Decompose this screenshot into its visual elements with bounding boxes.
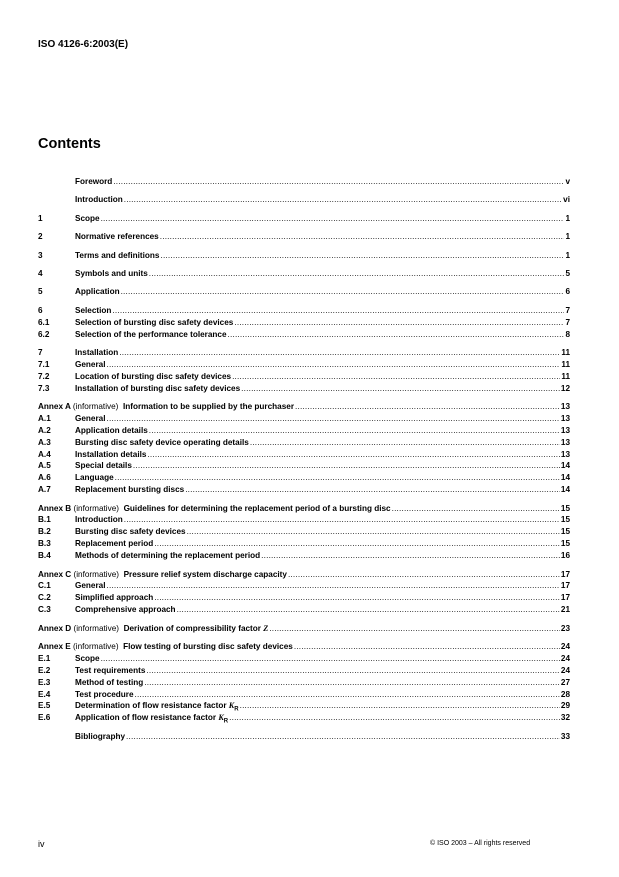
toc-entry-label (75, 449, 146, 461)
toc-entry-page: 14 (560, 461, 570, 471)
toc-leader-dots (124, 514, 560, 526)
toc-entry[interactable] (38, 213, 570, 225)
toc-entry-label (75, 689, 134, 701)
toc-entry-page: 8 (565, 329, 570, 339)
toc-entry-label (75, 347, 118, 359)
annex-informative: (informative) (73, 569, 119, 579)
toc-entry-title: Application details (75, 425, 148, 435)
toc-entry-label (75, 286, 120, 298)
toc-entry-page: 29 (560, 701, 570, 711)
toc-entry-page: 7 (565, 305, 570, 315)
toc-entry-number: C.2 (38, 593, 51, 603)
toc-entry-number: C.3 (38, 605, 51, 615)
toc-entry-page: 12 (560, 383, 570, 393)
toc-entry-title: Introduction (75, 195, 123, 205)
copyright-notice: © ISO 2003 – All rights reserved (430, 840, 531, 847)
toc-entry[interactable] (38, 689, 570, 701)
toc-entry[interactable] (38, 623, 570, 635)
toc-leader-dots (113, 176, 564, 188)
toc-entry-page: 24 (560, 665, 570, 675)
toc-entry-page: vi (563, 195, 570, 205)
toc-entry-label (75, 731, 125, 743)
toc-entry-page: 13 (560, 413, 570, 423)
toc-entry-title: Application of flow resistance factor (75, 713, 217, 723)
toc-entry-page: 17 (560, 581, 570, 591)
toc-entry-title: Derivation of compressibility factor (123, 623, 261, 633)
toc-entry-page: 13 (560, 449, 570, 459)
toc-entry-page: 5 (565, 268, 570, 278)
toc-entry-title: Determination of flow resistance factor (75, 701, 227, 711)
toc-entry-title: Test procedure (75, 689, 134, 699)
toc-leader-dots (119, 347, 560, 359)
toc-entry-number: 7.3 (38, 383, 50, 393)
toc-entry-number: E.2 (38, 665, 51, 675)
toc-entry-title: Foreword (75, 177, 113, 186)
toc-entry-label (75, 460, 132, 472)
toc-entry-title: Comprehensive approach (75, 605, 176, 615)
toc-entry-label (75, 653, 100, 665)
toc-entry-label (75, 231, 159, 243)
toc-entry[interactable] (38, 437, 570, 449)
toc-entry-number: A.3 (38, 437, 51, 447)
toc-entry-title: Application (75, 287, 120, 297)
toc-entry-title: Bibliography (75, 731, 126, 741)
toc-entry-label (75, 250, 159, 262)
toc-entry[interactable] (38, 712, 570, 724)
toc-entry-number: 6.1 (38, 317, 50, 327)
toc-entry-label (75, 176, 112, 188)
toc-entry-number: B.4 (38, 551, 51, 561)
toc-entry-label (75, 550, 260, 562)
toc-entry-number: 6.2 (38, 329, 50, 339)
toc-entry-page: v (565, 177, 570, 186)
toc-entry-page: 14 (560, 485, 570, 495)
toc-leader-dots (144, 677, 560, 689)
toc-entry[interactable] (38, 526, 570, 538)
toc-entry-title: Scope (75, 213, 100, 223)
toc-entry[interactable] (38, 286, 570, 298)
toc-leader-dots (154, 592, 560, 604)
toc-entry[interactable] (38, 569, 570, 581)
toc-entry-number: 4 (38, 268, 43, 278)
toc-entry-page: 15 (560, 527, 570, 537)
annex-label: Annex D (38, 623, 72, 633)
toc-leader-dots (126, 731, 560, 743)
toc-entry-page: 33 (560, 731, 570, 741)
toc-entry[interactable] (38, 514, 570, 526)
toc-leader-dots (228, 329, 565, 341)
toc-entry-title: Flow testing of bursting disc safety devices (123, 642, 293, 651)
toc-entry[interactable] (38, 401, 570, 413)
toc-entry-title: Normative references (75, 232, 159, 242)
annex-informative: (informative) (72, 401, 119, 411)
toc-entry-label (75, 514, 123, 526)
toc-entry[interactable] (38, 472, 570, 484)
toc-entry-title: Installation of bursting disc safety devices (75, 383, 241, 393)
toc-entry[interactable] (38, 305, 570, 317)
toc-entry-label (75, 712, 228, 729)
toc-entry-title: General (75, 359, 106, 369)
toc-entry[interactable] (38, 604, 570, 616)
toc-entry-page: 11 (561, 371, 570, 381)
toc-leader-dots (101, 653, 560, 665)
toc-leader-dots (154, 538, 560, 550)
annex-label: Annex E (38, 642, 71, 651)
toc-entry-label (75, 526, 186, 538)
toc-entry-label (75, 677, 143, 689)
toc-entry-number: B.3 (38, 539, 51, 549)
toc-entry-page: 24 (560, 653, 570, 663)
toc-entry-label (38, 503, 391, 515)
toc-entry[interactable] (38, 538, 570, 550)
toc-entry-label (75, 329, 227, 341)
toc-leader-dots (160, 231, 565, 243)
math-subscript: R (223, 718, 229, 725)
toc-entry-page: 1 (565, 250, 570, 260)
document-header: ISO 4126-6:2003(E) (38, 39, 129, 50)
toc-entry-number: 7.1 (38, 359, 50, 369)
toc-entry[interactable] (38, 700, 570, 712)
toc-entry-title: Methods of determining the replacement period (75, 551, 261, 561)
toc-entry-page: 15 (560, 539, 570, 549)
annex-label: Annex A (38, 401, 71, 411)
annex-informative: (informative) (73, 642, 119, 651)
toc-entry[interactable] (38, 653, 570, 665)
toc-entry-label (75, 268, 148, 280)
toc-entry-label (38, 623, 268, 635)
toc-leader-dots (149, 268, 565, 280)
toc-entry-page: 15 (560, 503, 570, 513)
math-subscript: R (234, 707, 239, 714)
toc-entry-number: A.4 (38, 449, 51, 459)
toc-entry-title: Replacement period (75, 539, 154, 549)
toc-leader-dots (121, 286, 565, 298)
toc-entry-title: Terms and definitions (75, 250, 160, 260)
toc-entry-page: 14 (560, 473, 570, 483)
toc-entry-page: 17 (560, 593, 570, 603)
toc-entry-page: 7 (565, 317, 570, 327)
toc-entry-page: 23 (560, 623, 570, 633)
toc-entry-title: Installation details (75, 449, 147, 459)
toc-leader-dots (107, 359, 561, 371)
toc-entry-title: Method of testing (75, 677, 144, 687)
toc-entry[interactable] (38, 503, 570, 515)
toc-entry-number: 7.2 (38, 371, 50, 381)
toc-entry-label (75, 425, 148, 437)
toc-entry-page: 27 (560, 677, 570, 687)
toc-entry[interactable] (38, 250, 570, 262)
toc-entry-number: E.3 (38, 677, 51, 687)
toc-leader-dots (146, 665, 560, 677)
toc-entry[interactable] (38, 550, 570, 562)
toc-leader-dots (294, 641, 560, 653)
toc-entry-number: E.1 (38, 653, 51, 663)
toc-entry-title: Selection of bursting disc safety devices (75, 317, 234, 327)
toc-leader-dots (241, 383, 560, 395)
toc-entry-title: Introduction (75, 515, 123, 525)
toc-entry-number: A.1 (38, 413, 51, 423)
toc-entry-number: E.6 (38, 713, 51, 723)
toc-entry-label (75, 194, 123, 206)
toc-entry[interactable] (38, 268, 570, 280)
toc-leader-dots (149, 425, 560, 437)
toc-entry-page: 16 (560, 551, 570, 561)
toc-entry-label (75, 305, 111, 317)
toc-entry-number: A.7 (38, 485, 51, 495)
toc-entry-number: B.1 (38, 515, 51, 525)
toc-entry-label (75, 665, 145, 677)
toc-entry-label (38, 569, 287, 581)
toc-entry-page: 24 (560, 642, 570, 651)
toc-entry[interactable] (38, 665, 570, 677)
toc-entry[interactable] (38, 460, 570, 472)
toc-entry-page: 17 (560, 569, 570, 579)
toc-entry-label (75, 538, 153, 550)
toc-entry[interactable] (38, 329, 570, 341)
math-symbol: Z (263, 623, 269, 633)
toc-entry-label (75, 580, 106, 592)
toc-leader-dots (185, 484, 560, 496)
toc-entry[interactable] (38, 484, 570, 496)
toc-leader-dots (250, 437, 560, 449)
toc-entry-title: Replacement bursting discs (75, 485, 185, 495)
toc-entry-title: General (75, 581, 106, 591)
toc-leader-dots (261, 550, 560, 562)
toc-entry-page: 1 (565, 213, 570, 223)
toc-entry-label (75, 604, 176, 616)
toc-entry-number: 2 (38, 232, 43, 242)
toc-entry-title: Simplified approach (75, 593, 154, 603)
toc-entry[interactable] (38, 176, 570, 188)
toc-entry-label (75, 371, 231, 383)
table-of-contents (38, 176, 570, 743)
toc-entry[interactable] (38, 580, 570, 592)
toc-entry-title: General (75, 413, 106, 423)
math-symbol: K (218, 713, 224, 723)
toc-leader-dots (177, 604, 560, 616)
toc-leader-dots (269, 623, 560, 635)
toc-entry-page: 15 (560, 515, 570, 525)
toc-entry-number: 6 (38, 305, 43, 315)
annex-informative: (informative) (73, 503, 119, 513)
toc-entry-title: Scope (75, 653, 100, 663)
toc-entry-label (75, 213, 100, 225)
annex-informative: (informative) (73, 623, 119, 633)
toc-entry-page: 1 (565, 232, 570, 242)
toc-entry-number: A.5 (38, 461, 51, 471)
toc-leader-dots (135, 689, 560, 701)
toc-entry-label (75, 472, 114, 484)
toc-entry-number: E.4 (38, 689, 51, 699)
toc-entry-number: B.2 (38, 527, 51, 537)
toc-leader-dots (115, 472, 560, 484)
toc-leader-dots (112, 305, 564, 317)
toc-entry-page: 32 (560, 713, 570, 723)
toc-entry[interactable] (38, 383, 570, 395)
toc-entry-number: C.1 (38, 581, 51, 591)
toc-entry[interactable] (38, 731, 570, 743)
toc-leader-dots (234, 317, 564, 329)
toc-leader-dots (133, 460, 560, 472)
page-title: Contents (38, 136, 101, 152)
toc-entry-title: Special details (75, 461, 132, 471)
toc-entry[interactable] (38, 592, 570, 604)
toc-entry-title: Language (75, 473, 114, 483)
toc-leader-dots (392, 503, 560, 515)
toc-leader-dots (107, 580, 560, 592)
toc-entry-title: Bursting disc safety device operating details (75, 437, 249, 447)
toc-entry-label (75, 437, 249, 449)
toc-entry-label (38, 401, 294, 413)
toc-entry-number: A.6 (38, 473, 51, 483)
annex-label: Annex C (38, 569, 72, 579)
toc-entry-number: E.5 (38, 701, 51, 711)
toc-leader-dots (101, 213, 565, 225)
toc-leader-dots (232, 371, 560, 383)
toc-entry-number: 3 (38, 250, 43, 260)
toc-leader-dots (147, 449, 559, 461)
toc-entry-title: Selection (75, 305, 112, 315)
toc-entry-page: 11 (561, 359, 570, 369)
toc-entry-title: Installation (75, 347, 119, 357)
toc-entry-page: 13 (560, 425, 570, 435)
toc-entry-title: Guidelines for determining the replacement period of a bursting disc (123, 503, 391, 513)
page-number: iv (38, 839, 45, 849)
toc-entry-title: Pressure relief system discharge capacity (123, 569, 287, 579)
toc-entry-page: 21 (560, 605, 570, 615)
toc-entry-page: 6 (565, 287, 570, 297)
toc-entry[interactable] (38, 413, 570, 425)
toc-entry[interactable] (38, 371, 570, 383)
toc-leader-dots (187, 526, 560, 538)
math-symbol: K (228, 701, 235, 711)
toc-entry[interactable] (38, 641, 570, 653)
toc-entry[interactable] (38, 317, 570, 329)
toc-leader-dots (229, 712, 560, 724)
toc-entry-number: 7 (38, 347, 43, 357)
toc-leader-dots (295, 401, 560, 413)
toc-entry-title: Information to be supplied by the purchaser (122, 401, 294, 411)
toc-entry-label (75, 484, 184, 496)
toc-entry-label (75, 359, 106, 371)
toc-entry-label (38, 641, 293, 653)
toc-entry[interactable] (38, 347, 570, 359)
toc-entry-title: Symbols and units (75, 268, 148, 278)
toc-entry-number: 5 (38, 287, 43, 297)
toc-entry-page: 13 (560, 401, 570, 411)
toc-entry-number: 1 (38, 213, 43, 223)
toc-entry[interactable] (38, 677, 570, 689)
toc-entry-title: Test requirements (75, 665, 146, 675)
toc-leader-dots (240, 700, 560, 712)
toc-entry-title: Bursting disc safety devices (75, 527, 186, 537)
toc-entry-page: 13 (560, 437, 570, 447)
toc-entry-label (75, 413, 106, 425)
toc-entry-page: 11 (561, 347, 570, 357)
toc-entry-label (75, 592, 153, 604)
toc-entry[interactable] (38, 425, 570, 437)
toc-leader-dots (124, 194, 562, 206)
toc-leader-dots (107, 413, 560, 425)
toc-entry-label (75, 383, 240, 395)
toc-entry[interactable] (38, 449, 570, 461)
toc-entry[interactable] (38, 231, 570, 243)
toc-leader-dots (288, 569, 560, 581)
toc-entry-title: Selection of the performance tolerance (75, 329, 227, 339)
toc-entry-title: Location of bursting disc safety devices (75, 371, 232, 381)
toc-entry[interactable] (38, 359, 570, 371)
toc-entry[interactable] (38, 194, 570, 206)
toc-entry-page: 28 (560, 689, 570, 699)
toc-leader-dots (160, 250, 564, 262)
toc-entry-number: A.2 (38, 425, 51, 435)
annex-label: Annex B (38, 503, 72, 513)
toc-entry-label (75, 317, 233, 329)
